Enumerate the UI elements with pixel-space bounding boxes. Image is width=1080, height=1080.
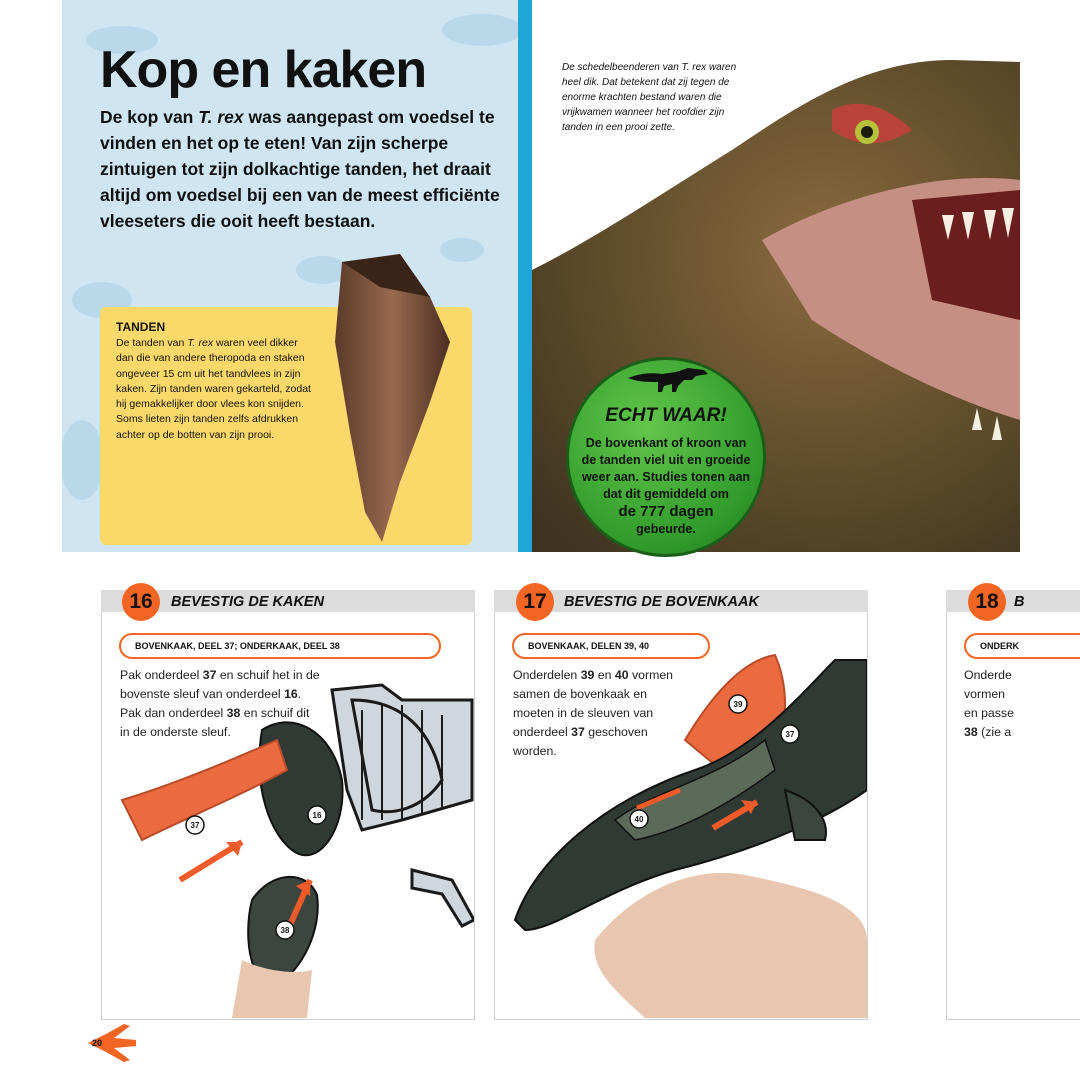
- step-18-title: B: [1014, 594, 1025, 610]
- part-label: 38: [280, 926, 290, 935]
- step-18-parts: ONDERK: [964, 633, 1080, 659]
- skull-caption: De schedelbeenderen van T. rex waren heel dik. Dat betekent dat zij tegen de enorme krachten bestand waren die vrijkwamen wanneer het roofdier zijn tanden in een prooi zette.: [562, 62, 737, 133]
- part-label: 39: [733, 700, 743, 709]
- page-number: 20: [92, 1038, 103, 1048]
- step-16-instructions: Pak onderdeel 37 en schuif het in de bovenste sleuf van onderdeel 16. Pak dan onderdeel 38 en schuif dit in de onderste sleuf.: [120, 668, 320, 739]
- part-label: 37: [190, 821, 200, 830]
- step-16-title: BEVESTIG DE KAKEN: [171, 594, 325, 610]
- step-18-header: [946, 590, 1080, 612]
- tooth-fossil-image: [320, 252, 460, 546]
- step-18-instructions: Onderde vormen en passe 38 (zie a: [964, 668, 1014, 739]
- step-16-illustration: [102, 670, 474, 1018]
- step-17-illustration: [495, 640, 867, 1018]
- intro-paragraph: De kop van T. rex was aangepast om voedsel te vinden en het op te eten! Van zijn scherpe zintuigen tot zijn dolkachtige tanden, het draait altijd om voedsel bij een van de meest efficiënte vleeseters die ooit heeft bestaan.: [100, 107, 500, 231]
- step-16-parts: BOVENKAAK, DEEL 37; ONDERKAAK, DEEL 38: [119, 633, 441, 659]
- part-label: 37: [785, 730, 795, 739]
- step-18-number: 18: [968, 583, 1006, 621]
- step-17-instructions: Onderdelen 39 en 40 vormen samen de bovenkaak en moeten in de sleuven van onderdeel 37 geschoven worden.: [513, 668, 673, 758]
- step-17-number: 17: [516, 583, 554, 621]
- trex-silhouette-icon: [626, 364, 710, 394]
- step-17-parts: BOVENKAAK, DELEN 39, 40: [512, 633, 710, 659]
- step-17-title: BEVESTIG DE BOVENKAAK: [564, 594, 759, 610]
- part-label: 16: [312, 811, 322, 820]
- step-16-number: 16: [122, 583, 160, 621]
- teeth-box-text: De tanden van T. rex waren veel dikker dan die van andere theropoda en staken ongeveer 15 cm uit het tandvlees in zijn kaken. Zijn tanden waren gekarteld, zodat hij gemakkelijker door vlees kon snijden. Soms lieten zijn tanden zelfs afdrukken achter op de botten van zijn prooi.: [116, 337, 311, 441]
- fact-badge-title: ECHT WAAR!: [605, 405, 727, 426]
- page-title: Kop en kaken: [100, 41, 427, 99]
- fact-badge-text: De bovenkant of kroon van de tanden viel uit en groeide weer aan. Studies tonen aan dat dit gemiddeld om de 777 dagen gebeurde.: [581, 436, 751, 536]
- teeth-box-title: TANDEN: [116, 320, 166, 334]
- part-label: 40: [634, 815, 644, 824]
